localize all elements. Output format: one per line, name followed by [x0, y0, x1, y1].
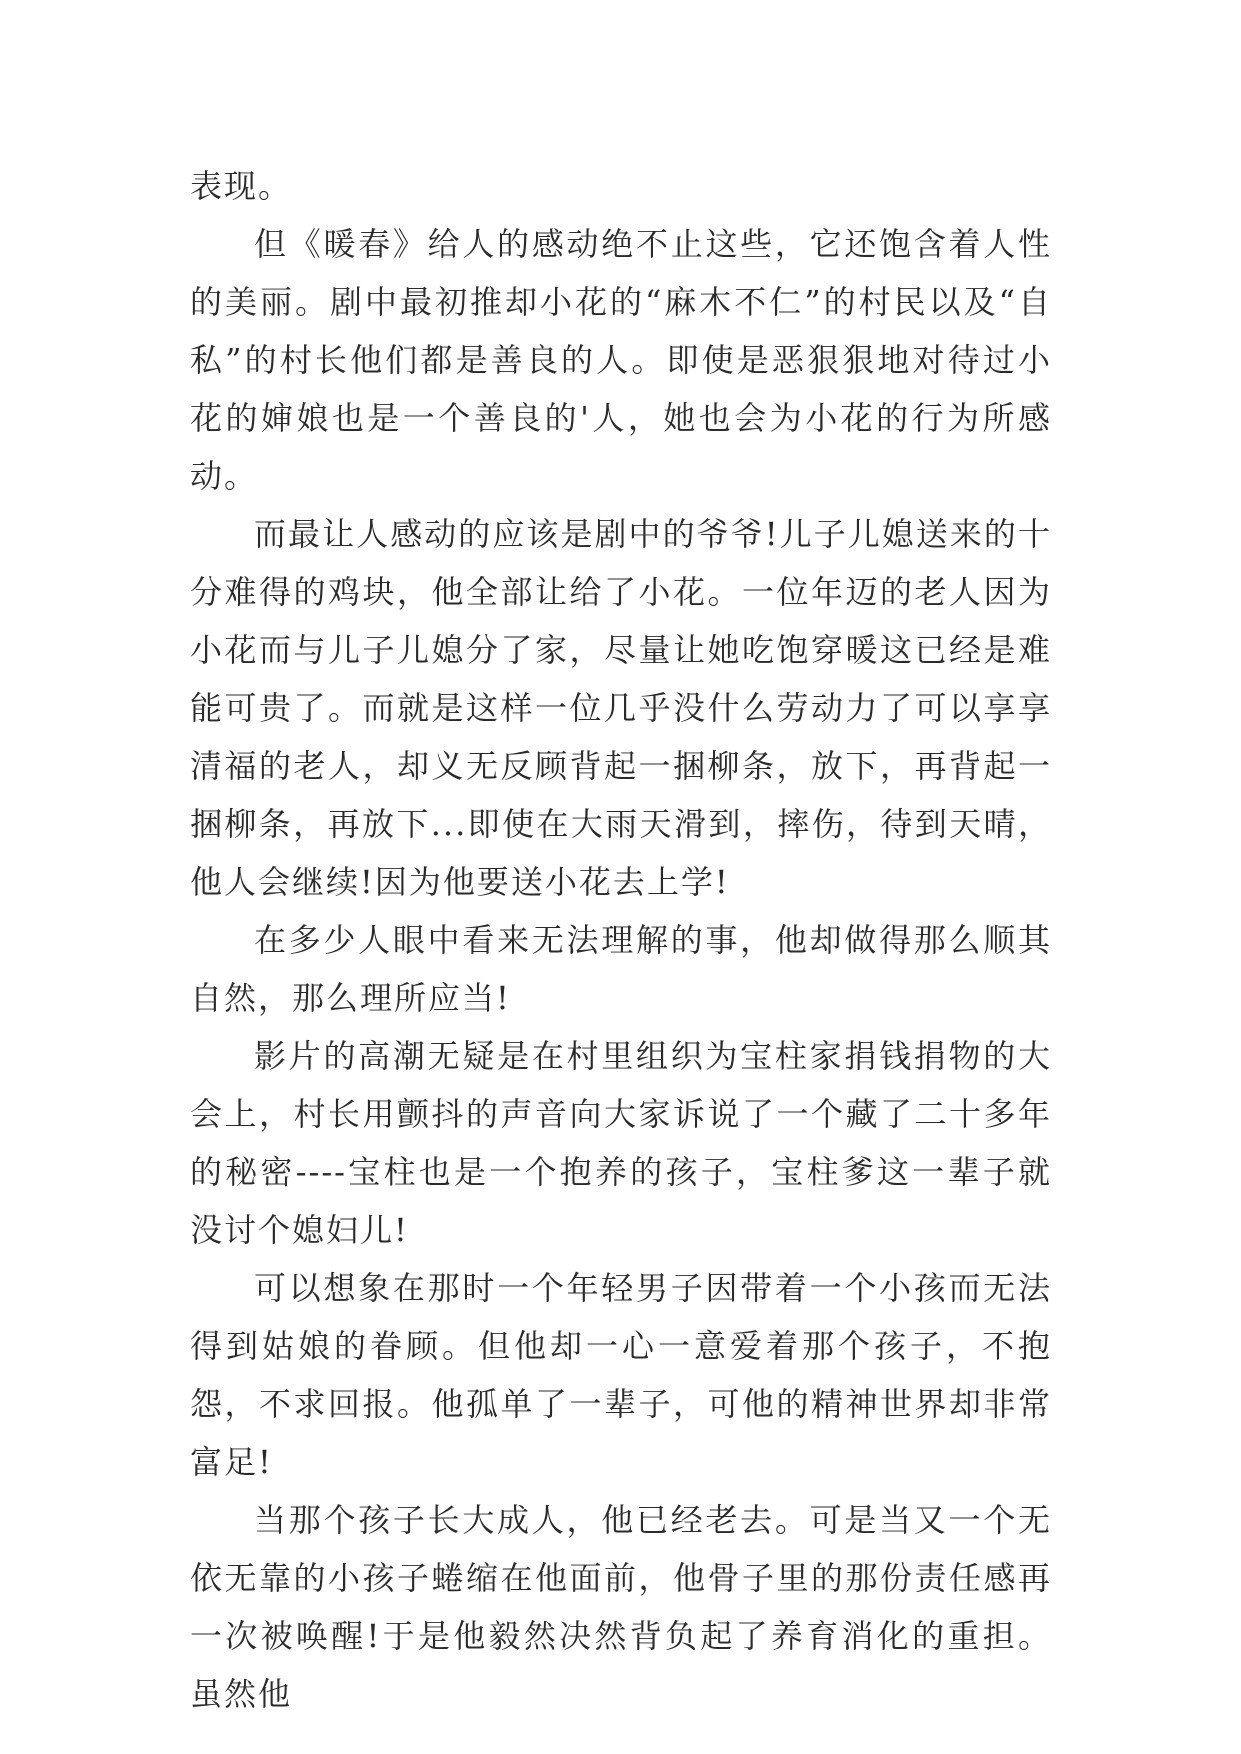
- paragraph-3: 而最让人感动的应该是剧中的爷爷!儿子儿媳送来的十分难得的鸡块，他全部让给了小花。一位年迈的老人因为小花而与儿子儿媳分了家，尽量让她吃饱穿暖这已经是难能可贵了。而就是这样一位几乎没什么劳动力了可以享享清福的老人，却义无反顾背起一捆柳条，放下，再背起一捆柳条，再放下...即使在大雨天滑到，摔伤，待到天晴，他人会继续!因为他要送小花去上学!: [190, 515, 1052, 901]
- paragraph-7: 当那个孩子长大成人，他已经老去。可是当又一个无依无靠的小孩子蜷缩在他面前，他骨子里的那份责任感再一次被唤醒!于是他毅然决然背负起了养育消化的重担。虽然他: [190, 1501, 1052, 1713]
- paragraph-6: 可以想象在那时一个年轻男子因带着一个小孩而无法得到姑娘的眷顾。但他却一心一意爱着那个孩子，不抱怨，不求回报。他孤单了一辈子，可他的精神世界却非常富足!: [190, 1269, 1052, 1481]
- paragraph-2: 但《暖春》给人的感动绝不止这些，它还饱含着人性的美丽。剧中最初推却小花的“麻木不仁”的村民以及“自私”的村长他们都是善良的人。即使是恶狠狠地对待过小花的婶娘也是一个善良的'人，她也会为小花的行为所感动。: [190, 225, 1052, 495]
- paragraph-5: 影片的高潮无疑是在村里组织为宝柱家捐钱捐物的大会上，村长用颤抖的声音向大家诉说了一个藏了二十多年的秘密----宝柱也是一个抱养的孩子，宝柱爹这一辈子就没讨个媳妇儿!: [190, 1037, 1052, 1249]
- paragraph-1: 表现。: [190, 167, 293, 205]
- paragraph-4: 在多少人眼中看来无法理解的事，他却做得那么顺其自然，那么理所应当!: [190, 921, 1052, 1017]
- article-body: [190, 157, 1052, 1723]
